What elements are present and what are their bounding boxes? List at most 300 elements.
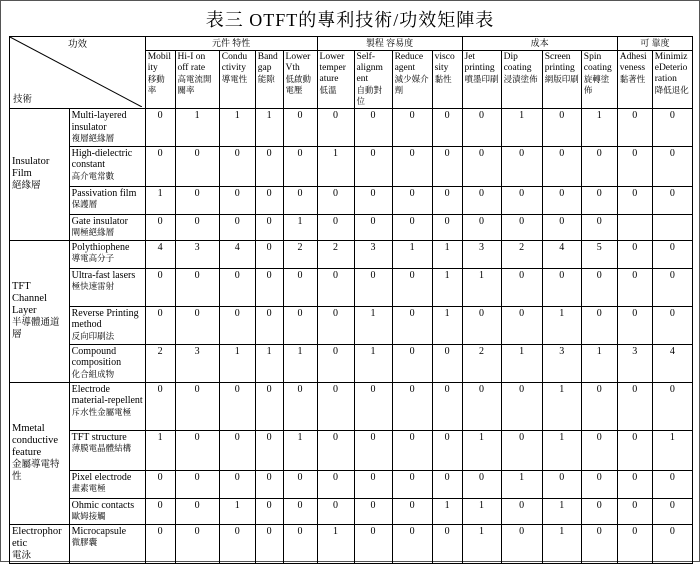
row-label-zh: 閘極絕緣層 (71, 227, 115, 237)
effect-column-zh: 能隙 (257, 74, 275, 84)
matrix-value-cell: 0 (255, 498, 283, 524)
matrix-value-cell: 0 (255, 268, 283, 306)
matrix-value-cell: 0 (542, 214, 581, 240)
matrix-value-cell: 1 (542, 524, 581, 563)
row-label-zh: 微膠囊 (71, 537, 98, 547)
matrix-value-cell: 1 (145, 430, 175, 470)
matrix-value-cell: 0 (283, 146, 317, 186)
matrix-value-cell: 0 (432, 470, 462, 498)
row-label-zh: 斥水性金屬電極 (71, 406, 132, 417)
matrix-value-cell: 0 (145, 524, 175, 563)
row-label-en: Passivation film (71, 187, 137, 199)
matrix-value-cell: 0 (219, 524, 255, 563)
technology-row-label (69, 344, 145, 382)
row-label-en: High-dielectric constant (71, 147, 133, 170)
matrix-value-cell: 0 (581, 498, 617, 524)
matrix-value-cell: 0 (392, 214, 432, 240)
effect-column-header (617, 51, 652, 109)
effect-column-en: Dip coating (503, 52, 532, 73)
matrix-value-cell: 0 (175, 306, 219, 344)
row-label-en: Compound composition (71, 345, 122, 368)
technology-row-label (69, 382, 145, 430)
matrix-value-cell: 0 (283, 382, 317, 430)
technology-row-label (69, 498, 145, 524)
effect-column-en: Mobil ity (147, 52, 171, 73)
technology-category-cell (10, 240, 70, 382)
matrix-value-cell: 0 (432, 382, 462, 430)
row-label-en: Pixel electrode (71, 471, 132, 483)
matrix-value-cell: 0 (175, 268, 219, 306)
matrix-value-cell: 0 (255, 470, 283, 498)
table-row (10, 240, 693, 268)
matrix-value-cell: 1 (542, 306, 581, 344)
matrix-value-cell: 1 (581, 109, 617, 147)
matrix-value-cell: 0 (145, 306, 175, 344)
matrix-value-cell: 0 (354, 430, 392, 470)
matrix-value-cell: 0 (581, 430, 617, 470)
matrix-value-cell: 0 (145, 382, 175, 430)
matrix-value-cell (617, 214, 652, 240)
row-label-en: Gate insulator (71, 215, 129, 227)
matrix-value-cell: 1 (219, 109, 255, 147)
matrix-value-cell (652, 214, 692, 240)
matrix-value-cell: 0 (462, 146, 501, 186)
matrix-value-cell: 0 (219, 268, 255, 306)
effect-column-header (283, 51, 317, 109)
matrix-value-cell: 1 (283, 214, 317, 240)
category-label-zh: 絕緣層 (12, 181, 41, 192)
matrix-value-cell: 0 (219, 146, 255, 186)
effect-column-en: Condu ctivity (221, 52, 248, 73)
technology-row-label (69, 430, 145, 470)
effect-column-zh: 浸漬塗佈 (503, 74, 538, 84)
effect-column-zh: 自動對位 (356, 85, 383, 106)
matrix-value-cell: 1 (432, 268, 462, 306)
matrix-value-cell: 1 (317, 524, 354, 563)
matrix-value-cell: 0 (617, 430, 652, 470)
row-label-en: Reverse Printing method (71, 307, 139, 330)
matrix-value-cell: 0 (317, 306, 354, 344)
matrix-value-cell: 0 (175, 524, 219, 563)
matrix-value-cell: 0 (581, 306, 617, 344)
matrix-value-cell: 0 (617, 109, 652, 147)
effect-column-header (462, 51, 501, 109)
matrix-value-cell: 0 (283, 524, 317, 563)
matrix-value-cell: 0 (501, 382, 542, 430)
table-row (10, 430, 693, 470)
row-label-zh: 導電高分子 (71, 253, 115, 263)
matrix-value-cell: 0 (392, 470, 432, 498)
effect-column-header (432, 51, 462, 109)
effect-column-en: visco sity (434, 52, 455, 73)
matrix-value-cell: 0 (432, 109, 462, 147)
matrix-value-cell: 2 (501, 240, 542, 268)
matrix-value-cell: 1 (462, 430, 501, 470)
matrix-value-cell: 1 (354, 344, 392, 382)
matrix-value-cell: 0 (175, 430, 219, 470)
matrix-value-cell: 3 (542, 344, 581, 382)
matrix-value-cell: 0 (283, 306, 317, 344)
matrix-value-cell: 0 (175, 470, 219, 498)
matrix-value-cell: 0 (652, 382, 692, 430)
matrix-value-cell: 1 (145, 186, 175, 214)
matrix-value-cell: 0 (255, 240, 283, 268)
matrix-value-cell: 0 (462, 186, 501, 214)
matrix-value-cell: 0 (317, 430, 354, 470)
effect-column-header (652, 51, 692, 109)
matrix-value-cell: 0 (652, 146, 692, 186)
matrix-value-cell: 1 (317, 146, 354, 186)
matrix-value-cell: 1 (462, 498, 501, 524)
matrix-value-cell: 0 (255, 214, 283, 240)
matrix-value-cell: 0 (283, 186, 317, 214)
category-label-en: TFT Channel Layer (12, 281, 47, 316)
matrix-value-cell: 0 (255, 146, 283, 186)
matrix-value-cell: 0 (392, 109, 432, 147)
matrix-body (10, 109, 693, 564)
matrix-value-cell: 0 (317, 186, 354, 214)
matrix-value-cell: 3 (175, 344, 219, 382)
matrix-value-cell: 0 (462, 214, 501, 240)
row-label-en: Ohmic contacts (71, 499, 135, 511)
technology-row-label (69, 214, 145, 240)
effect-column-en: Screen printing (544, 52, 575, 73)
matrix-value-cell: 4 (542, 240, 581, 268)
effect-column-en: Lower Vth (285, 52, 311, 73)
effect-column-zh: 噴墨印刷 (464, 74, 499, 84)
matrix-value-cell: 1 (432, 240, 462, 268)
matrix-value-cell: 4 (652, 344, 692, 382)
effect-column-header (542, 51, 581, 109)
matrix-value-cell: 0 (392, 146, 432, 186)
effect-column-en: Reduce agent (394, 52, 424, 73)
effect-column-header (581, 51, 617, 109)
table-row (10, 214, 693, 240)
matrix-value-cell: 1 (432, 306, 462, 344)
page-title: 表三 OTFT的專利技術/功效矩陣表 (205, 10, 495, 30)
matrix-value-cell: 0 (652, 498, 692, 524)
technology-row-label (69, 268, 145, 306)
matrix-value-cell: 0 (617, 240, 652, 268)
matrix-value-cell: 0 (219, 306, 255, 344)
matrix-value-cell: 1 (542, 382, 581, 430)
category-label-zh: 金屬導電特性 (12, 460, 60, 482)
effect-column-zh: 低溫 (319, 85, 337, 95)
matrix-value-cell: 0 (542, 268, 581, 306)
row-label-zh: 保護層 (71, 199, 98, 209)
matrix-value-cell: 0 (652, 109, 692, 147)
matrix-value-cell: 0 (501, 268, 542, 306)
matrix-value-cell: 0 (581, 146, 617, 186)
effect-column-zh: 移動率 (147, 74, 165, 95)
matrix-value-cell: 0 (354, 214, 392, 240)
effect-column-zh: 黏著性 (619, 74, 646, 84)
effect-column-en: Adhesi veness (619, 52, 647, 73)
matrix-value-cell: 1 (501, 470, 542, 498)
matrix-value-cell: 0 (617, 146, 652, 186)
matrix-value-cell: 0 (392, 382, 432, 430)
matrix-value-cell: 1 (219, 498, 255, 524)
matrix-value-cell: 0 (652, 470, 692, 498)
matrix-value-cell: 0 (432, 344, 462, 382)
matrix-value-cell: 2 (462, 344, 501, 382)
header-group-row (10, 37, 693, 51)
matrix-value-cell: 4 (219, 240, 255, 268)
matrix-value-cell: 3 (462, 240, 501, 268)
matrix-value-cell: 3 (617, 344, 652, 382)
matrix-value-cell: 1 (542, 498, 581, 524)
matrix-value-cell: 1 (219, 344, 255, 382)
matrix-value-cell: 0 (652, 186, 692, 214)
matrix-value-cell: 0 (219, 214, 255, 240)
matrix-value-cell: 0 (462, 470, 501, 498)
matrix-value-cell: 1 (542, 430, 581, 470)
column-group-header: 成本 (462, 37, 617, 51)
category-label-en: Electrophor etic (12, 525, 62, 549)
category-label-zh: 半導體通道層 (12, 318, 60, 340)
matrix-value-cell: 0 (617, 524, 652, 563)
matrix-value-cell: 0 (255, 382, 283, 430)
matrix-value-cell: 0 (317, 214, 354, 240)
matrix-value-cell: 0 (392, 430, 432, 470)
technology-row-label (69, 186, 145, 214)
matrix-value-cell: 0 (581, 268, 617, 306)
matrix-value-cell: 0 (255, 524, 283, 563)
effect-column-en: Band gap (257, 52, 278, 73)
matrix-value-cell: 0 (175, 382, 219, 430)
row-label-en: Electrode material-repellent (71, 383, 143, 406)
technology-axis-label: 技術 (13, 95, 33, 105)
effect-column-zh: 黏性 (434, 74, 452, 84)
table-row (10, 146, 693, 186)
table-row (10, 382, 693, 430)
matrix-value-cell: 1 (255, 344, 283, 382)
row-label-en: Multi-layered insulator (71, 110, 127, 133)
matrix-value-cell: 0 (255, 306, 283, 344)
matrix-value-cell: 1 (283, 344, 317, 382)
corner-header-cell (10, 37, 146, 109)
row-label-en: Ultra-fast lasers (71, 269, 136, 281)
matrix-value-cell: 0 (432, 430, 462, 470)
matrix-value-cell: 0 (145, 109, 175, 147)
matrix-value-cell: 0 (145, 214, 175, 240)
matrix-value-cell: 0 (542, 186, 581, 214)
technology-row-label (69, 524, 145, 563)
table-row (10, 498, 693, 524)
matrix-value-cell: 0 (392, 306, 432, 344)
table-row (10, 306, 693, 344)
matrix-value-cell: 0 (354, 186, 392, 214)
matrix-value-cell: 0 (392, 268, 432, 306)
column-group-header: 製程 容易度 (317, 37, 462, 51)
matrix-value-cell: 0 (501, 498, 542, 524)
row-label-zh: 極快速雷射 (71, 281, 115, 291)
matrix-value-cell: 0 (652, 306, 692, 344)
matrix-value-cell: 0 (392, 524, 432, 563)
matrix-value-cell: 0 (317, 344, 354, 382)
matrix-value-cell: 0 (581, 186, 617, 214)
technology-category-cell (10, 382, 70, 524)
effect-column-zh: 導電性 (221, 74, 248, 84)
effect-column-en: Self- alignm ent (356, 52, 383, 84)
row-label-zh: 反向印刷法 (71, 330, 115, 341)
matrix-value-cell: 1 (501, 344, 542, 382)
matrix-value-cell: 1 (175, 109, 219, 147)
matrix-value-cell: 0 (392, 344, 432, 382)
matrix-value-cell: 0 (354, 109, 392, 147)
table-row (10, 268, 693, 306)
matrix-value-cell: 0 (354, 524, 392, 563)
technology-row-label (69, 306, 145, 344)
row-label-zh: 薄膜電晶體結構 (71, 443, 132, 453)
matrix-value-cell: 0 (581, 214, 617, 240)
matrix-value-cell: 1 (392, 240, 432, 268)
matrix-value-cell: 1 (462, 268, 501, 306)
matrix-value-cell: 1 (354, 306, 392, 344)
effect-column-header (501, 51, 542, 109)
matrix-value-cell: 0 (581, 524, 617, 563)
matrix-value-cell: 5 (581, 240, 617, 268)
matrix-value-cell: 0 (542, 470, 581, 498)
row-label-en: Polythiophene (71, 241, 130, 253)
matrix-value-cell: 0 (354, 146, 392, 186)
matrix-value-cell: 1 (283, 430, 317, 470)
matrix-value-cell: 0 (219, 382, 255, 430)
matrix-value-cell: 4 (145, 240, 175, 268)
matrix-value-cell: 1 (462, 524, 501, 563)
effect-column-zh: 減少媒介劑 (394, 74, 429, 95)
matrix-value-cell: 0 (617, 382, 652, 430)
table-row (10, 186, 693, 214)
matrix-value-cell: 0 (219, 470, 255, 498)
matrix-value-cell: 2 (283, 240, 317, 268)
effect-column-en: Hi-I on off rate (177, 52, 206, 73)
effect-column-header (392, 51, 432, 109)
matrix-value-cell: 0 (581, 470, 617, 498)
matrix-value-cell: 0 (175, 186, 219, 214)
matrix-value-cell: 1 (652, 430, 692, 470)
matrix-value-cell: 0 (617, 186, 652, 214)
row-label-zh: 化合組成物 (71, 368, 115, 379)
matrix-value-cell: 3 (354, 240, 392, 268)
matrix-value-cell: 0 (617, 268, 652, 306)
matrix-value-cell: 0 (255, 186, 283, 214)
table-row (10, 470, 693, 498)
technology-row-label (69, 146, 145, 186)
row-label-en: Microcapsule (71, 525, 127, 537)
matrix-value-cell: 0 (175, 146, 219, 186)
row-label-zh: 複層絕緣層 (71, 133, 115, 143)
matrix-value-cell: 1 (501, 109, 542, 147)
matrix-value-cell: 0 (432, 186, 462, 214)
matrix-value-cell: 0 (354, 498, 392, 524)
matrix-value-cell: 0 (501, 214, 542, 240)
effect-column-header (255, 51, 283, 109)
matrix-value-cell: 1 (581, 344, 617, 382)
matrix-value-cell: 0 (145, 470, 175, 498)
category-label-zh: 電泳 (12, 550, 32, 561)
matrix-value-cell: 0 (581, 382, 617, 430)
matrix-value-cell: 0 (317, 498, 354, 524)
matrix-value-cell: 0 (652, 268, 692, 306)
matrix-value-cell: 0 (501, 146, 542, 186)
matrix-value-cell: 0 (219, 430, 255, 470)
technology-row-label (69, 240, 145, 268)
matrix-value-cell: 0 (255, 430, 283, 470)
column-group-header: 元件 特性 (145, 37, 317, 51)
matrix-value-cell: 0 (145, 146, 175, 186)
matrix-value-cell: 0 (392, 498, 432, 524)
matrix-value-cell: 0 (462, 306, 501, 344)
effect-column-header (175, 51, 219, 109)
effect-column-en: Jet printing (464, 52, 495, 73)
matrix-value-cell: 0 (283, 498, 317, 524)
matrix-value-cell: 0 (432, 214, 462, 240)
matrix-value-cell: 0 (145, 268, 175, 306)
matrix-value-cell: 0 (542, 146, 581, 186)
effect-column-zh: 低啟動電壓 (285, 74, 312, 95)
matrix-value-cell: 0 (652, 240, 692, 268)
column-group-header: 可 靠度 (617, 37, 692, 51)
matrix-value-cell: 0 (542, 109, 581, 147)
matrix-value-cell: 0 (501, 186, 542, 214)
matrix-value-cell: 0 (317, 382, 354, 430)
table-row (10, 109, 693, 147)
matrix-value-cell: 0 (354, 382, 392, 430)
matrix-value-cell: 0 (175, 214, 219, 240)
matrix-value-cell: 0 (145, 498, 175, 524)
matrix-value-cell: 0 (617, 498, 652, 524)
matrix-value-cell: 0 (617, 470, 652, 498)
category-label-en: Mmetal conductive feature (12, 423, 59, 458)
matrix-value-cell: 0 (175, 498, 219, 524)
matrix-value-cell: 0 (462, 382, 501, 430)
effect-column-header (317, 51, 354, 109)
effect-column-en: Spin coating (583, 52, 612, 73)
matrix-value-cell: 1 (432, 498, 462, 524)
matrix-value-cell: 0 (501, 430, 542, 470)
effect-column-zh: 降低退化 (654, 85, 689, 95)
matrix-value-cell: 0 (219, 186, 255, 214)
matrix-value-cell: 2 (317, 240, 354, 268)
table-row (10, 524, 693, 563)
table-row (10, 344, 693, 382)
row-label-en: TFT structure (71, 431, 127, 443)
matrix-value-cell: 0 (462, 109, 501, 147)
effect-column-zh: 高電流開關率 (177, 74, 212, 95)
technology-category-cell (10, 109, 70, 241)
matrix-value-cell: 0 (317, 109, 354, 147)
matrix-value-cell: 0 (283, 268, 317, 306)
effect-column-en: Minimiz eDeterio ration (654, 52, 688, 84)
technology-row-label (69, 470, 145, 498)
row-label-zh: 高介電常數 (71, 170, 115, 181)
row-label-zh: 歐姆接觸 (71, 511, 106, 521)
matrix-value-cell: 0 (283, 470, 317, 498)
effect-column-zh: 網版印刷 (544, 74, 579, 84)
row-label-zh: 畫素電極 (71, 483, 106, 493)
matrix-value-cell: 3 (175, 240, 219, 268)
matrix-value-cell: 0 (432, 146, 462, 186)
patent-matrix-table (9, 36, 693, 564)
matrix-value-cell: 0 (501, 524, 542, 563)
matrix-value-cell: 0 (652, 524, 692, 563)
matrix-value-cell: 0 (501, 306, 542, 344)
effect-column-en: Lower temper ature (319, 52, 346, 84)
matrix-value-cell: 0 (354, 268, 392, 306)
matrix-value-cell: 0 (432, 524, 462, 563)
matrix-value-cell: 1 (255, 109, 283, 147)
